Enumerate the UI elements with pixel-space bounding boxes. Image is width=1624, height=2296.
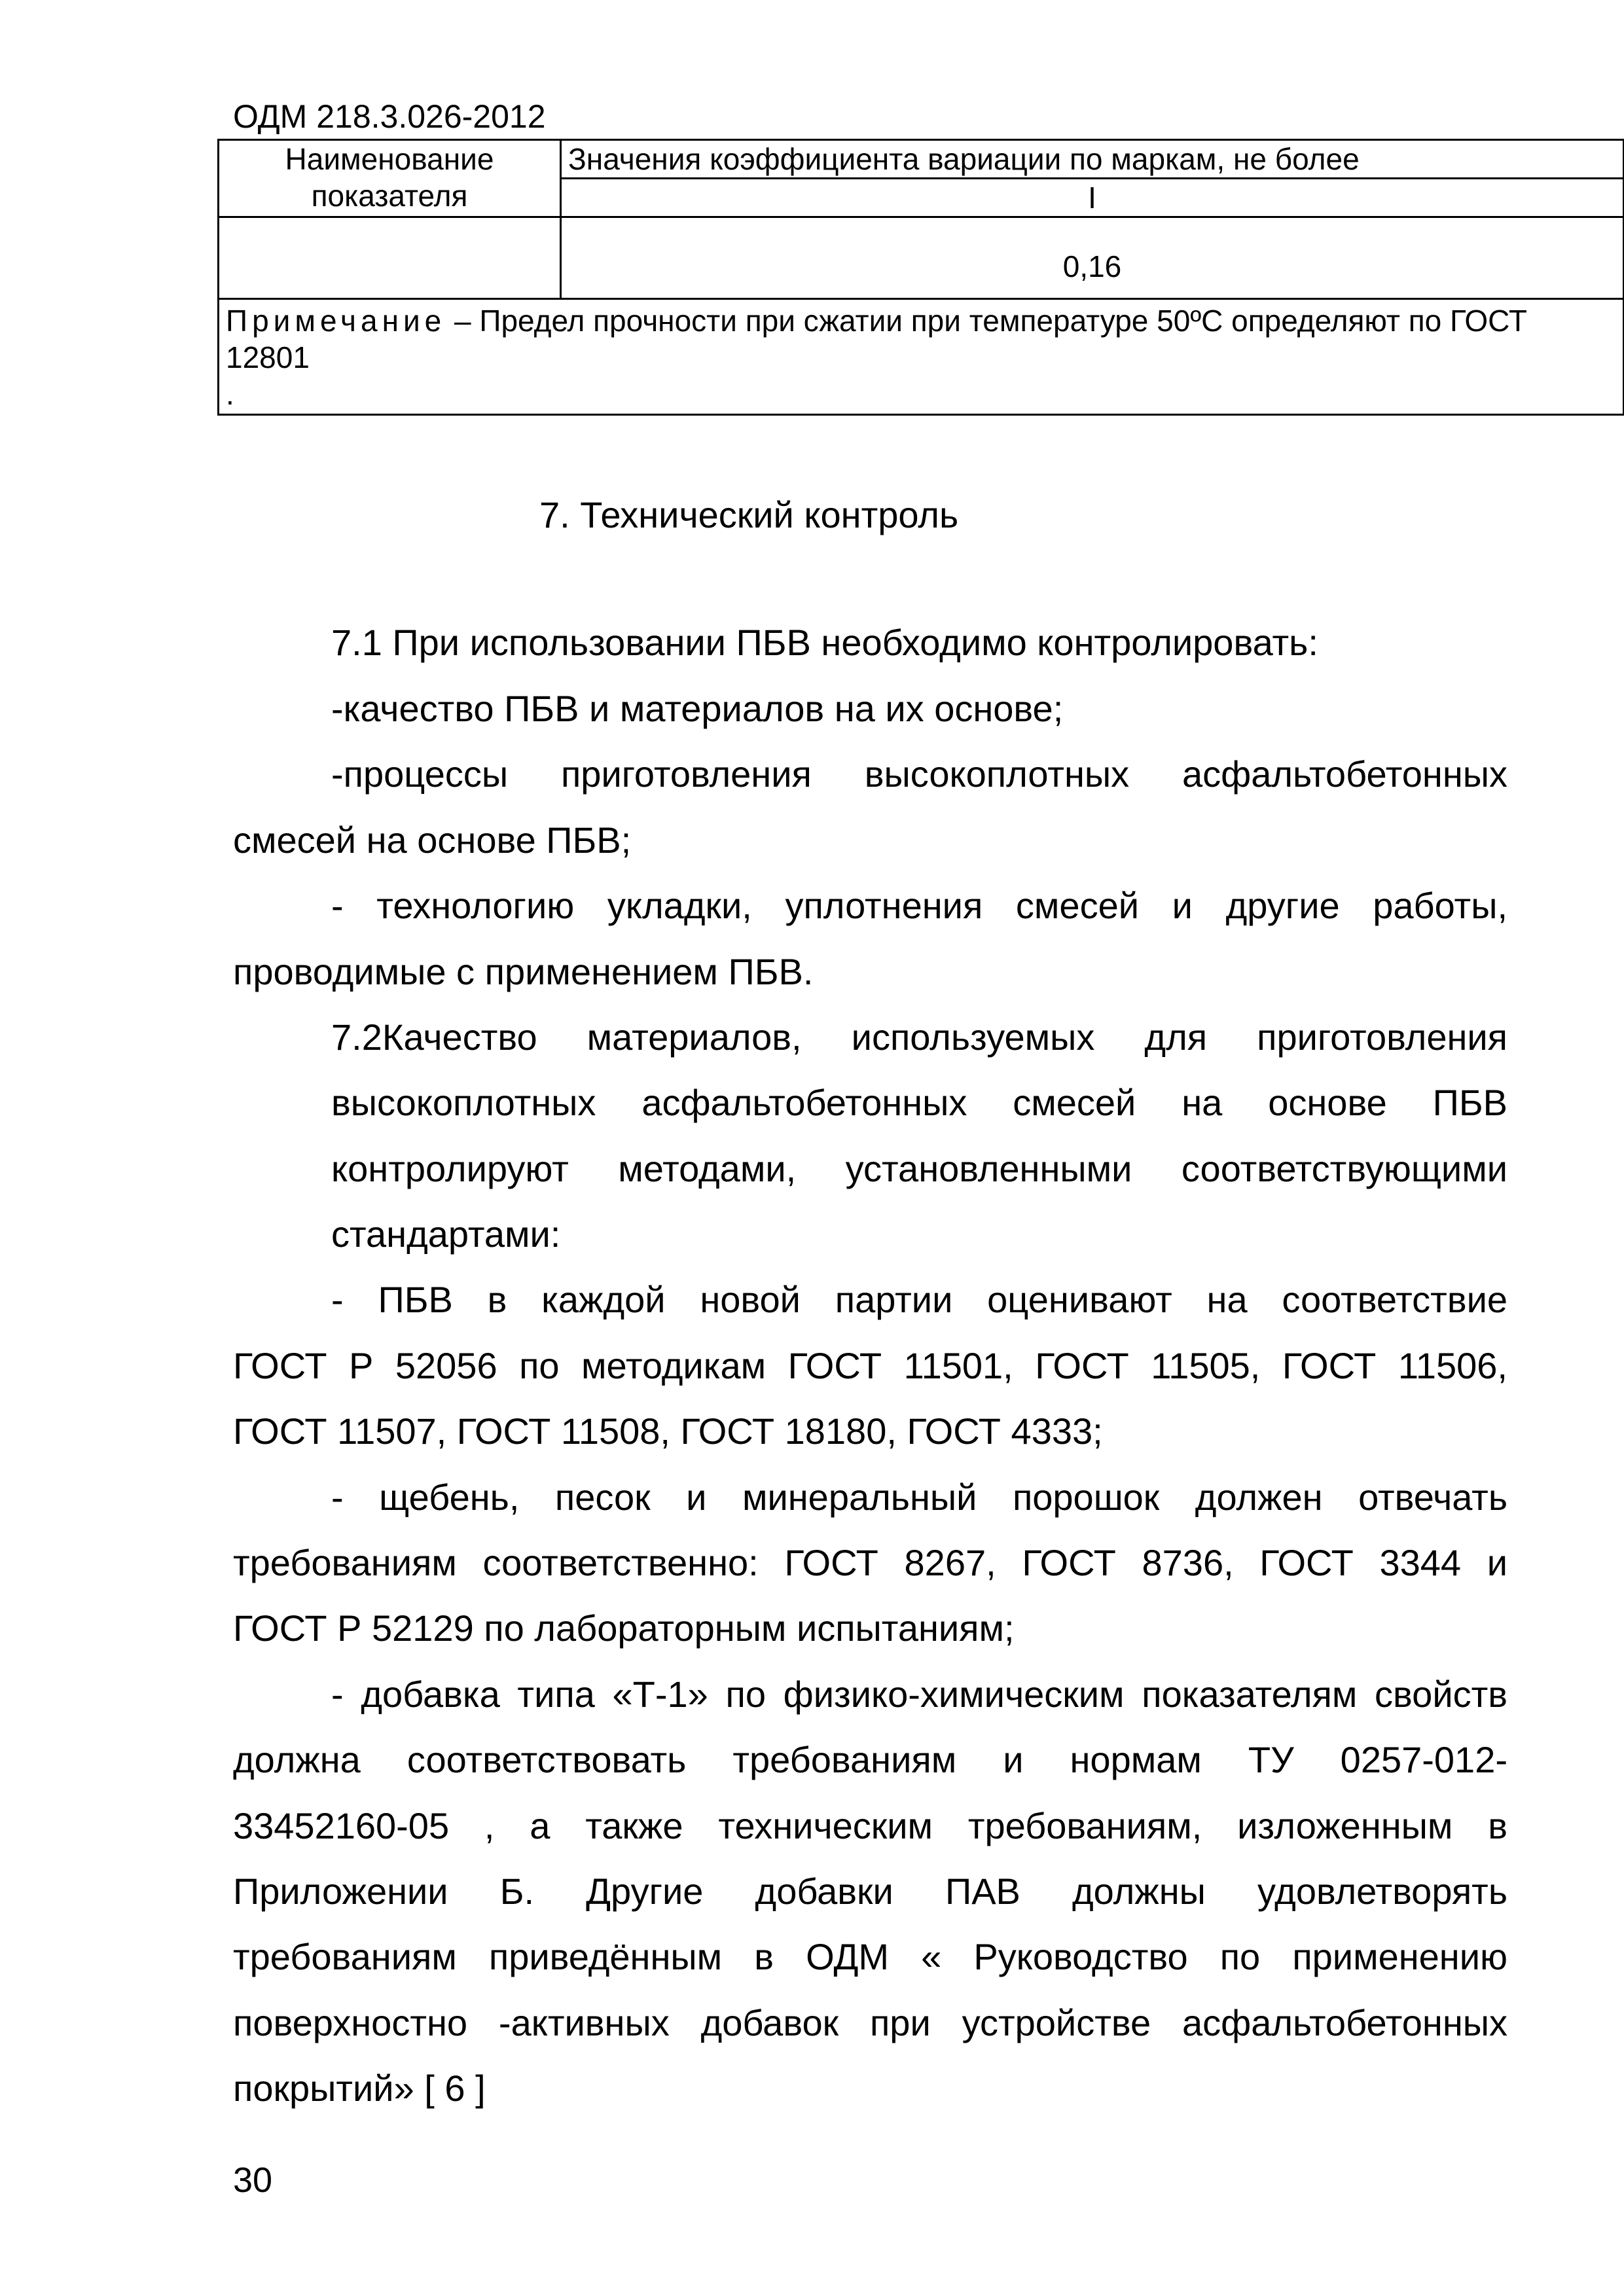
body-line: -качество ПБВ и материалов на их основе; xyxy=(331,688,1064,729)
body-line: - добавка типа «Т-1» по физико-химическим показателям свойств xyxy=(331,1674,1507,1715)
body-line: требованиям приведённым в ОДМ « Руководство по применению xyxy=(233,1936,1507,1977)
note-dot: . xyxy=(226,377,234,411)
body-line: требованиям соответственно: ГОСТ 8267, ГОСТ 8736, ГОСТ 3344 и xyxy=(233,1542,1507,1583)
body-line: стандартами: xyxy=(331,1213,561,1255)
body-line: Приложении Б. Другие добавки ПАВ должны удовлетворять xyxy=(233,1871,1507,1912)
body-line: смесей на основе ПБВ; xyxy=(233,819,632,861)
grade-mark-header: I xyxy=(561,179,1624,217)
variation-value-cell: 0,16 xyxy=(561,217,1624,299)
body-line: ГОСТ Р 52129 по лабораторным испытаниям; xyxy=(233,1607,1015,1649)
section-heading: 7. Технический контроль xyxy=(539,494,959,535)
variation-values-header: Значения коэффициента вариации по маркам, не более xyxy=(561,140,1624,179)
body-line: ГОСТ 11507, ГОСТ 11508, ГОСТ 18180, ГОСТ 4333; xyxy=(233,1410,1103,1452)
body-line: ГОСТ Р 52056 по методикам ГОСТ 11501, ГОСТ 11505, ГОСТ 11506, xyxy=(233,1345,1507,1386)
body-line: - ПБВ в каждой новой партии оценивают на соответствие xyxy=(331,1279,1507,1320)
indicator-name-header: Наименование показателя xyxy=(219,140,561,217)
body-line: проводимые с применением ПБВ. xyxy=(233,951,814,992)
document-code: ОДМ 218.3.026-2012 xyxy=(233,98,546,135)
note-text: – Предел прочности при сжатии при температуре 50ºС определяют по ГОСТ 12801 xyxy=(226,304,1527,374)
body-line: 33452160-05 , а также техническим требованиям, изложенным в xyxy=(233,1805,1507,1846)
body-line: покрытий» [ 6 ] xyxy=(233,2068,486,2109)
variation-table xyxy=(217,139,1624,416)
body-line: контролируют методами, установленными соответствующими xyxy=(331,1148,1507,1189)
page-number: 30 xyxy=(233,2161,273,2200)
note-label: Примечание xyxy=(226,304,446,338)
body-line: - щебень, песок и минеральный порошок должен отвечать xyxy=(331,1477,1507,1518)
body-line: -процессы приготовления высокоплотных асфальтобетонных xyxy=(331,753,1507,795)
body-line: 7.1 При использовании ПБВ необходимо контролировать: xyxy=(331,622,1318,663)
body-line: 7.2Качество материалов, используемых для приготовления xyxy=(331,1016,1507,1058)
body-line: поверхностно -активных добавок при устройстве асфальтобетонных xyxy=(233,2002,1507,2043)
body-line: должна соответствовать требованиям и нормам ТУ 0257-012- xyxy=(233,1739,1507,1780)
table-note xyxy=(219,299,1624,415)
body-line: - технологию укладки, уплотнения смесей и другие работы, xyxy=(331,885,1507,926)
body-line: высокоплотных асфальтобетонных смесей на основе ПБВ xyxy=(331,1082,1507,1123)
indicator-name-cell xyxy=(219,217,561,299)
